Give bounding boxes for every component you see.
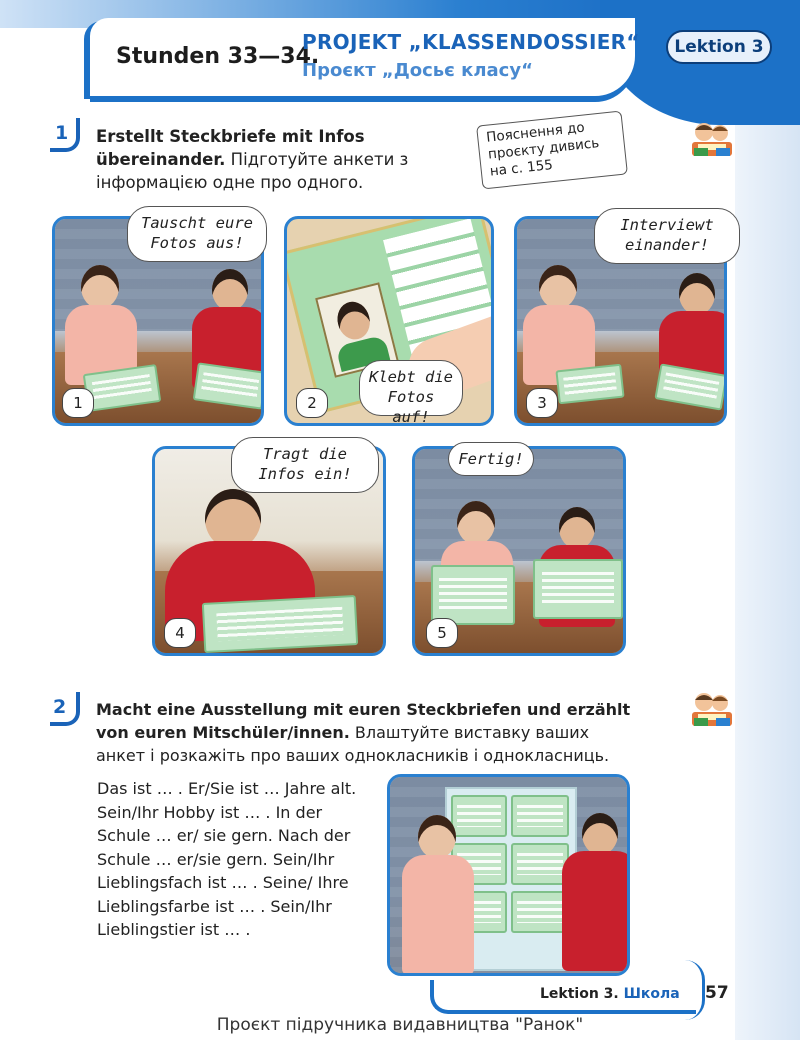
girl-figure xyxy=(398,815,478,935)
task1-instruction xyxy=(96,125,416,194)
speech-bubble-2: Klebt die Fotos auf! xyxy=(359,360,463,416)
photo-number-3: 3 xyxy=(526,388,558,418)
form-sheet xyxy=(431,565,515,625)
pair-work-icon xyxy=(690,118,734,158)
project-note: Пояснення до проєкту дивись на с. 155 xyxy=(476,111,628,190)
page-number-curve xyxy=(680,960,705,1020)
form-sheet xyxy=(202,595,358,653)
photo-number-2: 2 xyxy=(296,388,328,418)
photo-exhibition xyxy=(387,774,630,976)
project-title-uk: Проєкт „Досьє класу“ xyxy=(302,60,533,81)
speech-bubble-1: Tauscht eure Fotos aus! xyxy=(127,206,267,262)
footer-lektion xyxy=(540,986,680,1002)
photo-number-5: 5 xyxy=(426,618,458,648)
task1-instruction-de: Erstellt Steckbriefe mit Infos übereinander. xyxy=(96,127,365,169)
task2-number: 2 xyxy=(53,696,67,718)
photo-number-4: 4 xyxy=(164,618,196,648)
speech-bubble-4: Tragt die Infos ein! xyxy=(231,437,379,493)
footer-lektion-topic: Школа xyxy=(623,986,680,1002)
task2-instruction xyxy=(96,698,636,767)
form-sheet xyxy=(533,559,623,619)
model-text: Das ist … . Er/Sie ist … Jahre alt. Sein/Ihr Hobby ist … . In der Schule … er/ sie gern. Nach der Schule … er/sie gern. Sein/Ihr Lieblingsfach ist … . Seine/ Ihre Lieblingsfarbe ist … . Sein/Ihr Lieblingstier ist … . xyxy=(97,779,357,939)
task2-instruction-de: Macht eine Ausstellung mit euren Steckbriefen und erzählt von euren Mitschüler/innen. xyxy=(96,700,631,742)
project-title-de: PROJEKT „KLASSENDOSSIER“ xyxy=(302,30,640,54)
pair-work-icon xyxy=(690,688,734,728)
publisher-caption: Проєкт підручника видавництва "Ранок" xyxy=(216,1015,584,1035)
footer-lektion-label: Lektion 3. xyxy=(540,986,619,1002)
page-margin-strip xyxy=(735,0,800,1040)
lektion-badge: Lektion 3 xyxy=(666,30,772,64)
task1-instruction-uk: Підготуйте анкети з інформацією одне про одного. xyxy=(96,150,409,192)
page-number: 57 xyxy=(705,983,729,1003)
boy-figure xyxy=(560,813,630,933)
lesson-hours: Stunden 33—34. xyxy=(116,44,320,69)
speech-bubble-3: Interviewt einander! xyxy=(594,208,740,264)
photo-number-1: 1 xyxy=(62,388,94,418)
task1-number: 1 xyxy=(55,122,69,144)
form-sheet xyxy=(555,364,624,405)
speech-bubble-5: Fertig! xyxy=(448,442,534,476)
task2-instruction-uk: Влаштуйте виставку ваших анкет і розкажіть про ваших однокласників і однокласниць. xyxy=(96,723,610,765)
